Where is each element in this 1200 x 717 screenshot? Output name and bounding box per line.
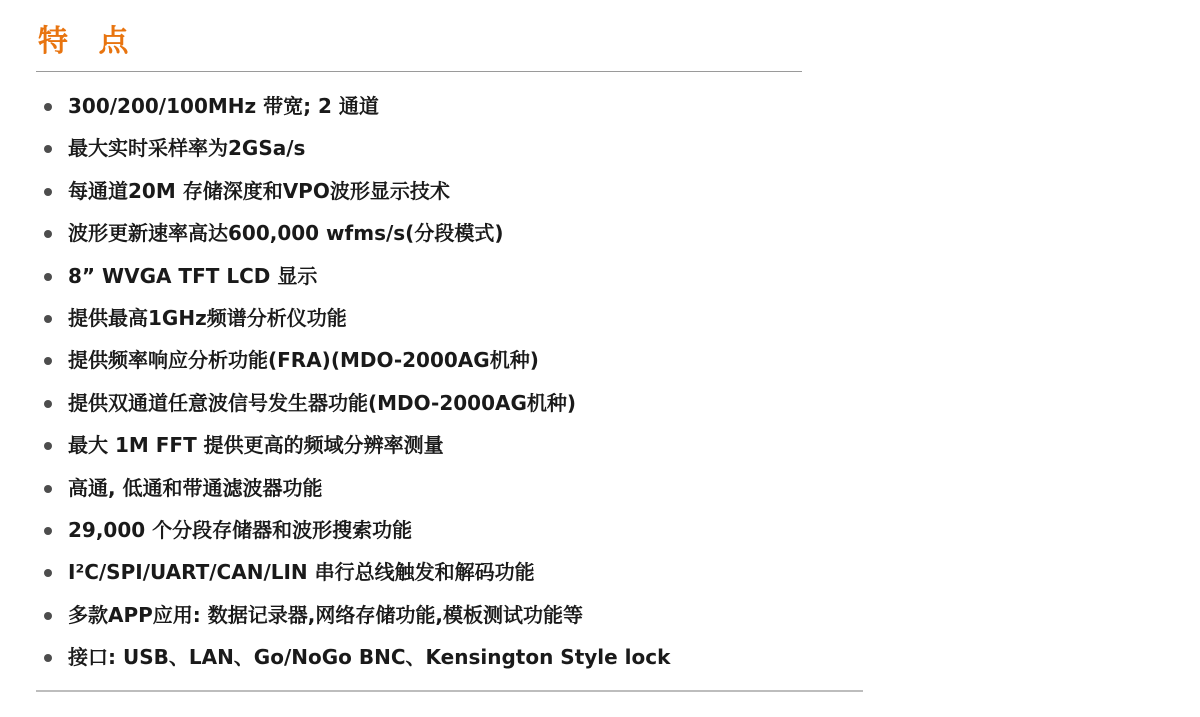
bullet-icon bbox=[44, 612, 52, 620]
feature-text: 提供最高1GHz频谱分析仪功能 bbox=[68, 305, 347, 330]
feature-text: 最大实时采样率为2GSa/s bbox=[68, 136, 306, 161]
feature-text: 多款APP应用: 数据记录器,网络存储功能,模板测试功能等 bbox=[68, 602, 583, 627]
bullet-icon bbox=[44, 230, 52, 238]
bullet-icon bbox=[44, 485, 52, 493]
feature-text: 29,000 个分段存储器和波形搜索功能 bbox=[68, 517, 413, 542]
feature-text: 300/200/100MHz 带宽; 2 通道 bbox=[68, 94, 379, 118]
feature-text: 最大 1M FFT 提供更高的频域分辨率测量 bbox=[68, 433, 444, 458]
bottom-divider bbox=[36, 690, 863, 692]
feature-text: 8” WVGA TFT LCD 显示 bbox=[68, 263, 318, 288]
bullet-icon bbox=[44, 569, 52, 577]
bullet-icon bbox=[44, 103, 52, 111]
feature-text: 提供双通道任意波信号发生器功能(MDO-2000AG机种) bbox=[68, 390, 577, 415]
feature-text: I²C/SPI/UART/CAN/LIN 串行总线触发和解码功能 bbox=[68, 560, 535, 585]
feature-text: 提供频率响应分析功能(FRA)(MDO-2000AG机种) bbox=[68, 348, 539, 373]
bullet-icon bbox=[44, 400, 52, 408]
bullet-icon bbox=[44, 315, 52, 323]
feature-text: 高通, 低通和带通滤波器功能 bbox=[68, 475, 323, 500]
feature-text: 接口: USB、LAN、Go/NoGo BNC、Kensington Style lock bbox=[68, 645, 671, 670]
title-divider bbox=[36, 71, 802, 72]
section-title: 特 点 bbox=[38, 24, 139, 59]
feature-text: 波形更新速率高达600,000 wfms/s(分段模式) bbox=[68, 221, 504, 246]
bullet-icon bbox=[44, 654, 52, 662]
bullet-icon bbox=[44, 442, 52, 450]
bullet-icon bbox=[44, 188, 52, 196]
bullet-icon bbox=[44, 527, 52, 535]
bullet-icon bbox=[44, 145, 52, 153]
bullet-icon bbox=[44, 357, 52, 365]
bullet-icon bbox=[44, 273, 52, 281]
feature-text: 每通道20M 存储深度和VPO波形显示技术 bbox=[68, 178, 450, 203]
